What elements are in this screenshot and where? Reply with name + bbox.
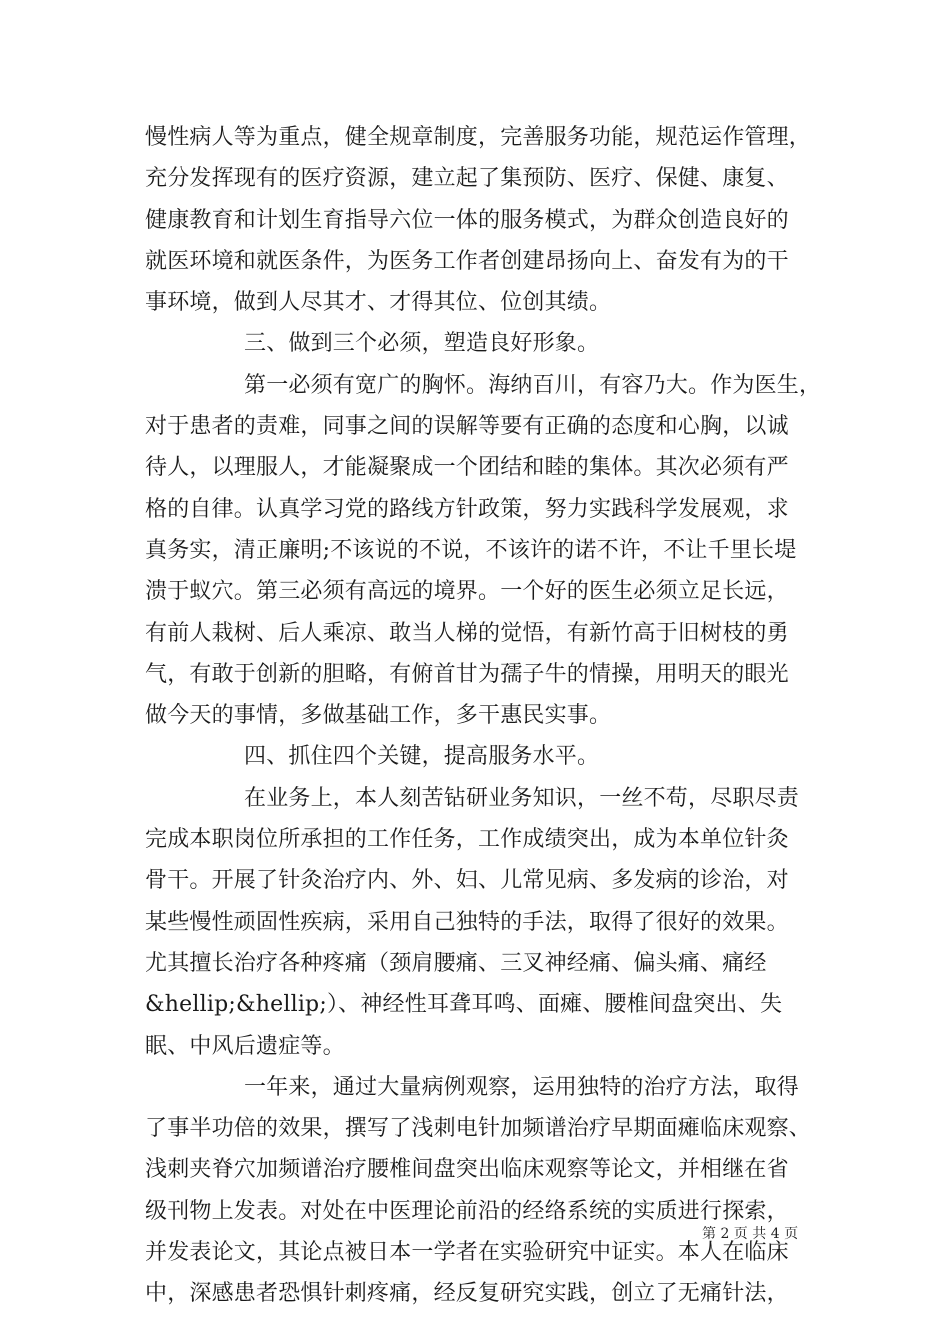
text-line: 某些慢性顽固性疾病，采用自己独特的手法，取得了很好的效果。: [145, 909, 789, 935]
text-line: 有前人栽树、后人乘凉、敢当人梯的觉悟，有新竹高于旧树枝的勇: [145, 620, 789, 646]
text-line: 健康教育和计划生育指导六位一体的服务模式，为群众创造良好的: [145, 207, 789, 233]
text-line: 气，有敢于创新的胆略，有俯首甘为孺子牛的情操，用明天的眼光: [145, 661, 789, 687]
text-line: 充分发挥现有的医疗资源，建立起了集预防、医疗、保健、康复、: [145, 166, 789, 192]
text-line: 四、抓住四个关键，提高服务水平。: [244, 744, 600, 770]
text-line: 对于患者的责难，同事之间的误解等要有正确的态度和心胸，以诚: [145, 414, 789, 440]
text-line: 尤其擅长治疗各种疼痛（颈肩腰痛、三叉神经痛、偏头痛、痛经: [145, 950, 767, 976]
text-line: 骨干。开展了针灸治疗内、外、妇、儿常见病、多发病的诊治，对: [145, 868, 789, 894]
text-line: 事环境，做到人尽其才、才得其位、位创其绩。: [145, 290, 612, 316]
text-line: 一年来，通过大量病例观察，运用独特的治疗方法，取得: [244, 1074, 800, 1100]
text-line: 待人，以理服人，才能凝聚成一个团结和睦的集体。其次必须有严: [145, 455, 789, 481]
text-line: 级刊物上发表。对处在中医理论前沿的经络系统的实质进行探索，: [145, 1198, 789, 1224]
text-line: 了事半功倍的效果，撰写了浅刺电针加频谱治疗早期面瘫临床观察、: [145, 1116, 812, 1142]
text-line: 就医环境和就医条件，为医务工作者创建昂扬向上、奋发有为的干: [145, 248, 789, 274]
body-text: [145, 117, 845, 1315]
text-line: 中，深感患者恐惧针刺疼痛，经反复研究实践，创立了无痛针法，: [145, 1281, 789, 1307]
text-line: 格的自律。认真学习党的路线方针政策，努力实践科学发展观，求: [145, 496, 789, 522]
text-line: 三、做到三个必须，塑造良好形象。: [244, 331, 600, 357]
text-line: 溃于蚁穴。第三必须有高远的境界。一个好的医生必须立足长远，: [145, 579, 789, 605]
text-line: 在业务上，本人刻苦钻研业务知识，一丝不苟，尽职尽责: [244, 785, 800, 811]
text-line: 浅刺夹脊穴加频谱治疗腰椎间盘突出临床观察等论文，并相继在省: [145, 1157, 789, 1183]
text-line: 眠、中风后遗症等。: [145, 1033, 345, 1059]
text-line: &hellip;&hellip;）、神经性耳聋耳鸣、面瘫、腰椎间盘突出、失: [145, 992, 783, 1018]
page-number-footer: 第 2 页 共 4 页: [702, 1226, 799, 1242]
text-line: 完成本职岗位所承担的工作任务，工作成绩突出，成为本单位针灸: [145, 827, 789, 853]
text-line: 慢性病人等为重点，健全规章制度，完善服务功能，规范运作管理，: [145, 125, 812, 150]
text-line: 并发表论文，其论点被日本一学者在实验研究中证实。本人在临床: [145, 1240, 789, 1266]
text-line: 第一必须有宽广的胸怀。海纳百川，有容乃大。作为医生，: [244, 372, 822, 398]
text-line: 真务实，清正廉明;不该说的不说，不该许的诺不许，不让千里长堤: [145, 537, 797, 563]
text-line: 做今天的事情，多做基础工作，多干惠民实事。: [145, 703, 612, 729]
